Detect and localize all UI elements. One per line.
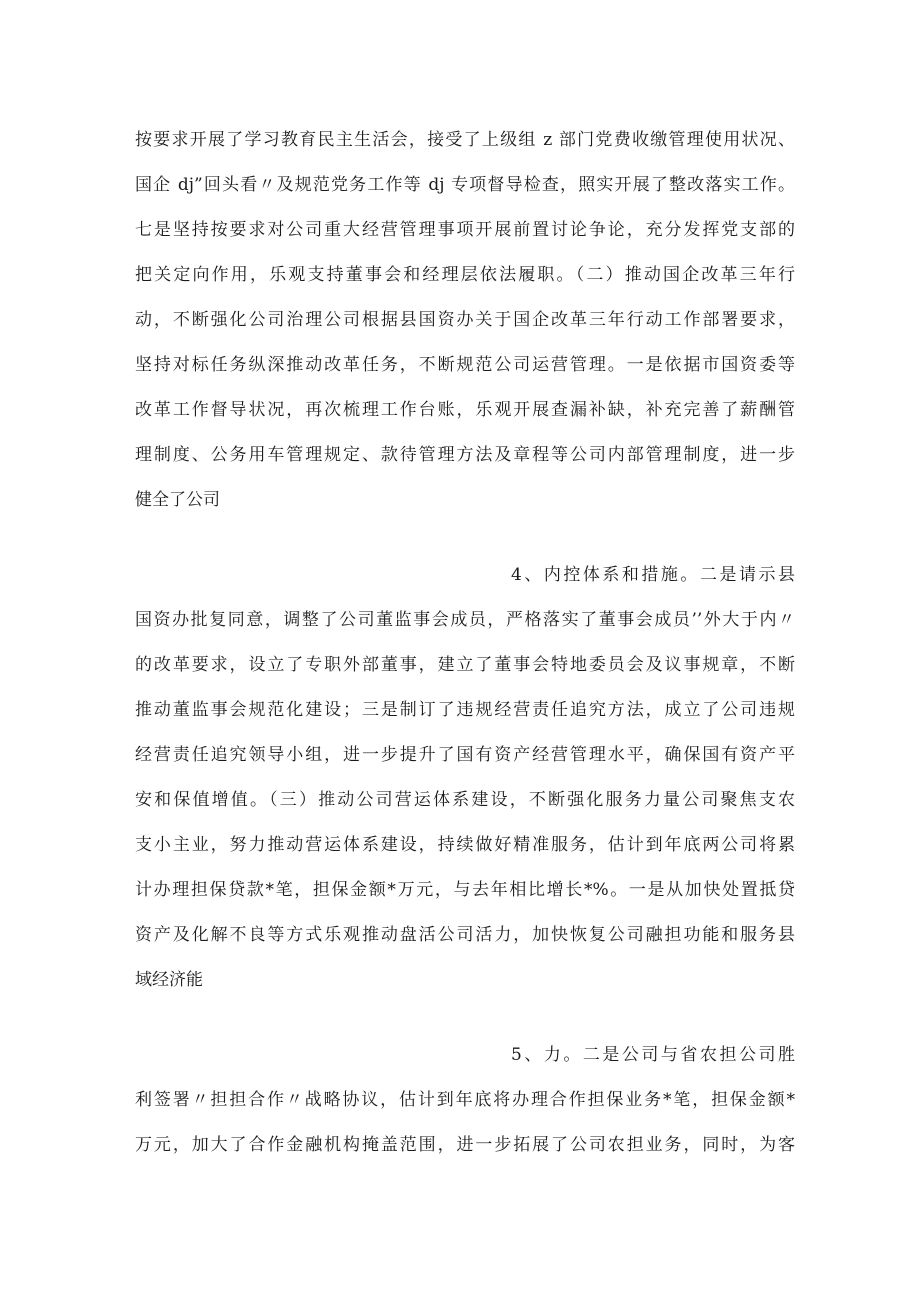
paragraph-line: 七是坚持按要求对公司重大经营管理事项开展前置讨论争论，充分发挥党支部的 bbox=[135, 220, 795, 240]
numbered-item-heading: 4、内控体系和措施。二是请示县 bbox=[511, 565, 795, 585]
paragraph-line: 支小主业，努力推动营运体系建设，持续做好精准服务，估计到年底两公司将累 bbox=[135, 835, 795, 855]
paragraph-line: 万元，加大了合作金融机构掩盖范围，进一步拓展了公司农担业务，同时，为客 bbox=[135, 1135, 795, 1155]
paragraph-line: 坚持对标任务纵深推动改革任务，不断规范公司运营管理。一是依据市国资委等 bbox=[135, 355, 795, 375]
paragraph-line: 计办理担保贷款*笔，担保金额*万元，与去年相比增长*%。一是从加快处置抵贷 bbox=[135, 880, 795, 900]
paragraph-line: 理制度、公务用车管理规定、款待管理方法及章程等公司内部管理制度，进一步 bbox=[135, 445, 795, 465]
paragraph-line: 经营责任追究领导小组，进一步提升了国有资产经营管理水平，确保国有资产平 bbox=[135, 745, 795, 765]
paragraph-line: 改革工作督导状况，再次梳理工作台账，乐观开展查漏补缺，补充完善了薪酬管 bbox=[135, 400, 795, 420]
paragraph-line: 把关定向作用，乐观支持董事会和经理层依法履职。（二）推动国企改革三年行 bbox=[135, 265, 795, 285]
paragraph-line: 国资办批复同意，调整了公司董监事会成员，严格落实了董事会成员’’外大于内〃 bbox=[135, 610, 795, 630]
paragraph-line: 域经济能 bbox=[135, 970, 203, 990]
paragraph-line: 按要求开展了学习教育民主生活会，接受了上级组 z 部门党费收缴管理使用状况、 bbox=[135, 130, 795, 150]
numbered-item-heading: 5、力。二是公司与省农担公司胜 bbox=[511, 1045, 795, 1065]
paragraph-line: 资产及化解不良等方式乐观推动盘活公司活力，加快恢复公司融担功能和服务县 bbox=[135, 925, 795, 945]
paragraph-line: 推动董监事会规范化建设；三是制订了违规经营责任追究方法，成立了公司违规 bbox=[135, 700, 795, 720]
paragraph-line: 健全了公司 bbox=[135, 490, 220, 510]
paragraph-line: 的改革要求，设立了专职外部董事，建立了董事会特地委员会及议事规章，不断 bbox=[135, 655, 795, 675]
paragraph-line: 动，不断强化公司治理公司根据县国资办关于国企改革三年行动工作部署要求， bbox=[135, 310, 795, 330]
paragraph-line: 安和保值增值。（三）推动公司营运体系建设，不断强化服务力量公司聚焦支农 bbox=[135, 790, 795, 810]
paragraph-line: 国企 dj”回头看〃及规范党务工作等 dj 专项督导检查，照实开展了整改落实工作。 bbox=[135, 175, 795, 195]
paragraph-line: 利签署〃担担合作〃战略协议，估计到年底将办理合作担保业务*笔，担保金额* bbox=[135, 1090, 795, 1110]
